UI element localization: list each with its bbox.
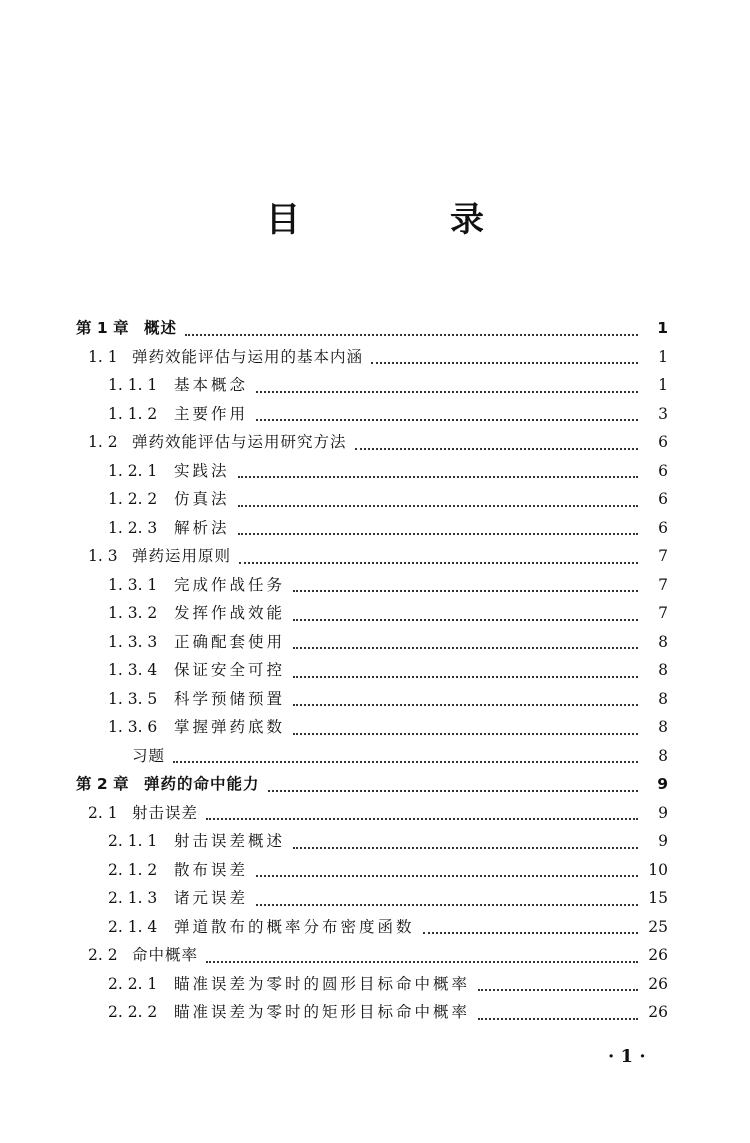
- toc-entry-title: 仿真法: [174, 490, 230, 508]
- toc-entry-number: 1. 3. 5: [108, 689, 158, 708]
- toc-entry-number: 2. 1. 2: [108, 860, 158, 879]
- page-number: · 1 ·: [608, 1046, 646, 1067]
- dot-leader: [268, 789, 638, 792]
- toc-entry-page: 8: [658, 632, 668, 651]
- toc-entry-title: 基本概念: [174, 376, 249, 394]
- toc-entry: [0, 858, 750, 887]
- toc-entry-number: 1. 3. 3: [108, 632, 158, 651]
- toc-entry-title: 掌握弹药底数: [174, 718, 286, 736]
- toc-entry-page: 26: [648, 974, 668, 993]
- dot-leader: [256, 903, 638, 906]
- toc-entry-number: 2. 1. 3: [108, 889, 158, 907]
- toc-entry: [0, 886, 750, 915]
- toc-entry: [0, 915, 750, 944]
- toc-entry-page: 8: [658, 746, 668, 765]
- toc-entry-number: 1. 3: [88, 547, 118, 565]
- toc-entry-page: 1: [658, 347, 668, 366]
- toc-entry-page: 10: [648, 860, 668, 879]
- toc-entry-page: 9: [658, 803, 668, 822]
- toc-entry-title: 弹药效能评估与运用的基本内涵: [132, 347, 364, 366]
- toc-entry: [0, 658, 750, 687]
- dot-leader: [423, 931, 638, 934]
- dot-leader: [478, 1017, 638, 1020]
- toc-entry-number: 2. 1: [88, 803, 118, 822]
- toc-entry-title: 弹道散布的概率分布密度函数: [174, 917, 415, 936]
- toc-entry-number: 1. 2: [88, 433, 118, 451]
- toc-entry: [0, 516, 750, 545]
- toc-entry-title: 正确配套使用: [174, 632, 286, 651]
- page-title: 目 录: [266, 200, 542, 240]
- dot-leader: [293, 646, 638, 649]
- dot-leader: [293, 589, 638, 592]
- toc-entry: [0, 430, 750, 459]
- dot-leader: [256, 418, 638, 421]
- toc-entry-title: 瞄准误差为零时的矩形目标命中概率: [174, 1003, 471, 1021]
- toc-entry-number: 1. 3. 4: [108, 661, 158, 679]
- toc-entry: [0, 573, 750, 602]
- toc-entry-title: 诸元误差: [174, 889, 249, 907]
- toc-entry: [0, 801, 750, 830]
- toc-entry: [0, 345, 750, 374]
- toc-entry-page: 9: [657, 775, 668, 793]
- toc-entry: [0, 772, 750, 801]
- dot-leader: [206, 817, 638, 820]
- toc-entry-title: 发挥作战效能: [174, 604, 286, 622]
- toc-entry: [0, 943, 750, 972]
- dot-leader: [238, 504, 638, 507]
- toc-entry-title: 习题: [132, 746, 166, 765]
- toc-entry-page: 26: [648, 1003, 668, 1021]
- toc-entry-number: 2. 1. 4: [108, 917, 158, 936]
- toc-entry-page: 7: [658, 604, 668, 622]
- dot-leader: [256, 874, 638, 877]
- dot-leader: [293, 732, 638, 735]
- toc-entry-page: 6: [658, 518, 668, 537]
- dot-leader: [478, 988, 638, 991]
- toc-entry-page: 1: [657, 319, 668, 337]
- toc-entry-page: 8: [658, 661, 668, 679]
- toc-entry: [0, 630, 750, 659]
- toc-entry-page: 25: [648, 917, 668, 936]
- toc-entry-page: 3: [658, 404, 668, 423]
- toc-entry: [0, 459, 750, 488]
- toc-entry-title: 射击误差概述: [174, 832, 286, 850]
- toc-entry: [0, 715, 750, 744]
- toc-entry-number: 2. 1. 1: [108, 832, 158, 850]
- toc-entry-number: 第 2 章: [76, 775, 129, 793]
- dot-leader: [239, 561, 638, 564]
- toc-entry-page: 6: [658, 461, 668, 480]
- toc-entry-title: 解析法: [174, 518, 230, 537]
- dot-leader: [173, 760, 638, 763]
- toc-entry-title: 实践法: [174, 461, 230, 480]
- toc-entry: [0, 972, 750, 1001]
- dot-leader: [238, 475, 638, 478]
- toc-entry-number: 2. 2. 1: [108, 974, 158, 993]
- toc-entry-page: 8: [658, 718, 668, 736]
- dot-leader: [293, 703, 638, 706]
- toc-entry: [0, 487, 750, 516]
- toc-entry-number: 第 1 章: [76, 319, 129, 337]
- dot-leader: [293, 675, 638, 678]
- toc-entry-page: 9: [658, 832, 668, 850]
- toc-entry-title: 概述: [144, 319, 178, 337]
- toc-entry-title: 弹药运用原则: [132, 547, 232, 565]
- toc-entry-title: 命中概率: [132, 946, 199, 964]
- toc-entry-page: 8: [658, 689, 668, 708]
- toc-entry-page: 26: [648, 946, 668, 964]
- table-of-contents: [0, 316, 750, 1029]
- toc-entry: [0, 687, 750, 716]
- dot-leader: [355, 447, 638, 450]
- dot-leader: [206, 960, 638, 963]
- toc-entry-number: 1. 1. 2: [108, 404, 158, 423]
- toc-entry-page: 7: [658, 575, 668, 594]
- dot-leader: [293, 846, 638, 849]
- toc-entry-page: 6: [658, 490, 668, 508]
- dot-leader: [256, 390, 638, 393]
- toc-entry-page: 7: [658, 547, 668, 565]
- toc-entry-title: 散布误差: [174, 860, 249, 879]
- toc-entry-page: 1: [658, 376, 668, 394]
- toc-entry-page: 15: [648, 889, 668, 907]
- toc-entry-title: 瞄准误差为零时的圆形目标命中概率: [174, 974, 471, 993]
- toc-entry: [0, 744, 750, 773]
- toc-entry-number: 1. 2. 3: [108, 518, 158, 537]
- toc-entry-number: 1. 3. 6: [108, 718, 158, 736]
- toc-entry-title: 保证安全可控: [174, 661, 286, 679]
- dot-leader: [238, 532, 638, 535]
- toc-entry-number: 2. 2. 2: [108, 1003, 158, 1021]
- toc-entry-number: 2. 2: [88, 946, 118, 964]
- toc-entry-title: 科学预储预置: [174, 689, 286, 708]
- toc-entry-number: 1. 1. 1: [108, 376, 158, 394]
- toc-entry-title: 弹药效能评估与运用研究方法: [132, 433, 347, 451]
- dot-leader: [371, 361, 638, 364]
- toc-entry: [0, 544, 750, 573]
- toc-entry-number: 1. 2. 2: [108, 490, 158, 508]
- toc-entry-page: 6: [658, 433, 668, 451]
- dot-leader: [293, 618, 638, 621]
- toc-entry-title: 完成作战任务: [174, 575, 286, 594]
- toc-entry: [0, 1000, 750, 1029]
- toc-entry: [0, 829, 750, 858]
- toc-entry-title: 主要作用: [174, 404, 249, 423]
- toc-entry-number: 1. 1: [88, 347, 118, 366]
- toc-entry-title: 射击误差: [132, 803, 199, 822]
- toc-entry-title: 弹药的命中能力: [144, 775, 260, 793]
- toc-entry-number: 1. 3. 2: [108, 604, 158, 622]
- toc-entry: [0, 316, 750, 345]
- toc-entry-number: 1. 2. 1: [108, 461, 158, 480]
- toc-entry-number: 1. 3. 1: [108, 575, 158, 594]
- toc-entry: [0, 402, 750, 431]
- toc-entry: [0, 601, 750, 630]
- dot-leader: [185, 333, 638, 336]
- toc-entry: [0, 373, 750, 402]
